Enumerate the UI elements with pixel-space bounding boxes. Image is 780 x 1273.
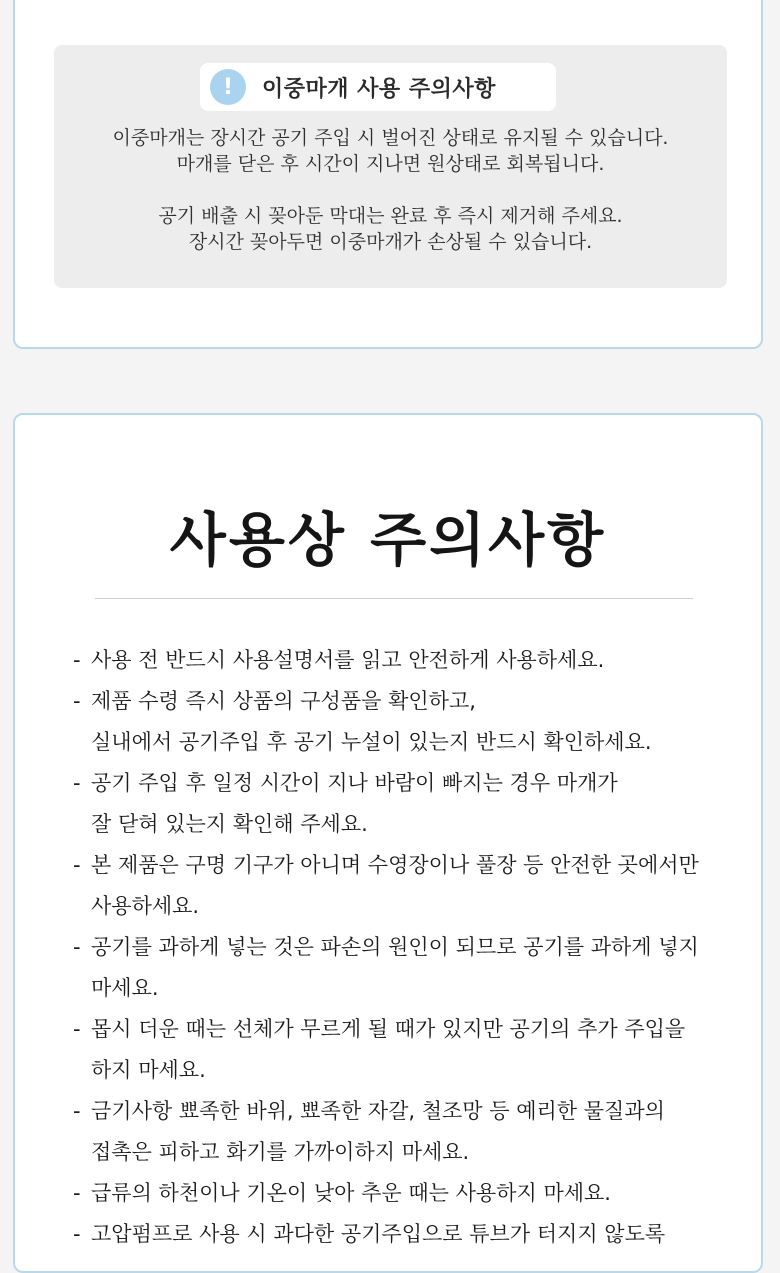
notice-header <box>200 63 556 111</box>
double-valve-notice <box>54 45 727 288</box>
dash-bullet: - <box>73 648 81 672</box>
notice-title: 이중마개 사용 주의사항 <box>262 77 496 102</box>
caution-list <box>73 640 733 1255</box>
dash-bullet: - <box>73 771 81 795</box>
caution-item <box>73 845 733 927</box>
caution-line: 고압펌프로 사용 시 과다한 공기주입으로 튜브가 터지지 않도록 <box>91 1222 666 1246</box>
dash-bullet: - <box>73 1017 81 1041</box>
caution-line: 하지 마세요. <box>91 1058 206 1082</box>
notice-card <box>13 0 763 349</box>
caution-item <box>73 1173 733 1214</box>
caution-item <box>73 681 733 763</box>
notice-line: 공기 배출 시 꽂아둔 막대는 완료 후 즉시 제거해 주세요. <box>158 205 623 227</box>
notice-line: 마개를 닫은 후 시간이 지나면 원상태로 회복됩니다. <box>176 153 605 175</box>
dash-bullet: - <box>73 935 81 959</box>
dash-bullet: - <box>73 689 81 713</box>
caution-line: 잘 닫혀 있는지 확인해 주세요. <box>91 812 368 836</box>
dash-bullet: - <box>73 1099 81 1123</box>
caution-line: 공기 주입 후 일정 시간이 지나 바람이 빠지는 경우 마개가 <box>91 771 618 795</box>
notice-line: 이중마개는 장시간 공기 주입 시 벌어진 상태로 유지될 수 있습니다. <box>112 127 669 149</box>
exclamation-icon: ! <box>210 69 246 105</box>
title-divider <box>95 598 693 599</box>
caution-item <box>73 927 733 1009</box>
dash-bullet: - <box>73 853 81 877</box>
cautions-title: 사용상 주의사항 <box>169 506 607 574</box>
caution-line: 공기를 과하게 넣는 것은 파손의 원인이 되므로 공기를 과하게 넣지 <box>91 935 699 959</box>
caution-item <box>73 1009 733 1091</box>
notice-body <box>54 125 727 255</box>
caution-item <box>73 763 733 845</box>
caution-item <box>73 640 733 681</box>
caution-line: 접촉은 피하고 화기를 가까이하지 마세요. <box>91 1140 470 1164</box>
cautions-card <box>13 413 763 1273</box>
caution-line: 제품 수령 즉시 상품의 구성품을 확인하고, <box>91 689 476 713</box>
dash-bullet: - <box>73 1181 81 1205</box>
notice-line: 장시간 꽂아두면 이중마개가 손상될 수 있습니다. <box>188 231 593 253</box>
caution-line: 마세요. <box>91 976 159 1000</box>
caution-item <box>73 1091 733 1173</box>
caution-line: 몹시 더운 때는 선체가 무르게 될 때가 있지만 공기의 추가 주입을 <box>91 1017 686 1041</box>
caution-line: 사용 전 반드시 사용설명서를 읽고 안전하게 사용하세요. <box>91 648 605 672</box>
caution-line: 금기사항 뾰족한 바위, 뾰족한 자갈, 철조망 등 예리한 물질과의 <box>91 1099 665 1123</box>
caution-line: 실내에서 공기주입 후 공기 누설이 있는지 반드시 확인하세요. <box>91 730 652 754</box>
caution-line: 사용하세요. <box>91 894 200 918</box>
caution-line: 급류의 하천이나 기온이 낮아 추운 때는 사용하지 마세요. <box>91 1181 611 1205</box>
caution-item <box>73 1214 733 1255</box>
caution-line: 본 제품은 구명 기구가 아니며 수영장이나 풀장 등 안전한 곳에서만 <box>91 853 699 877</box>
dash-bullet: - <box>73 1222 81 1246</box>
